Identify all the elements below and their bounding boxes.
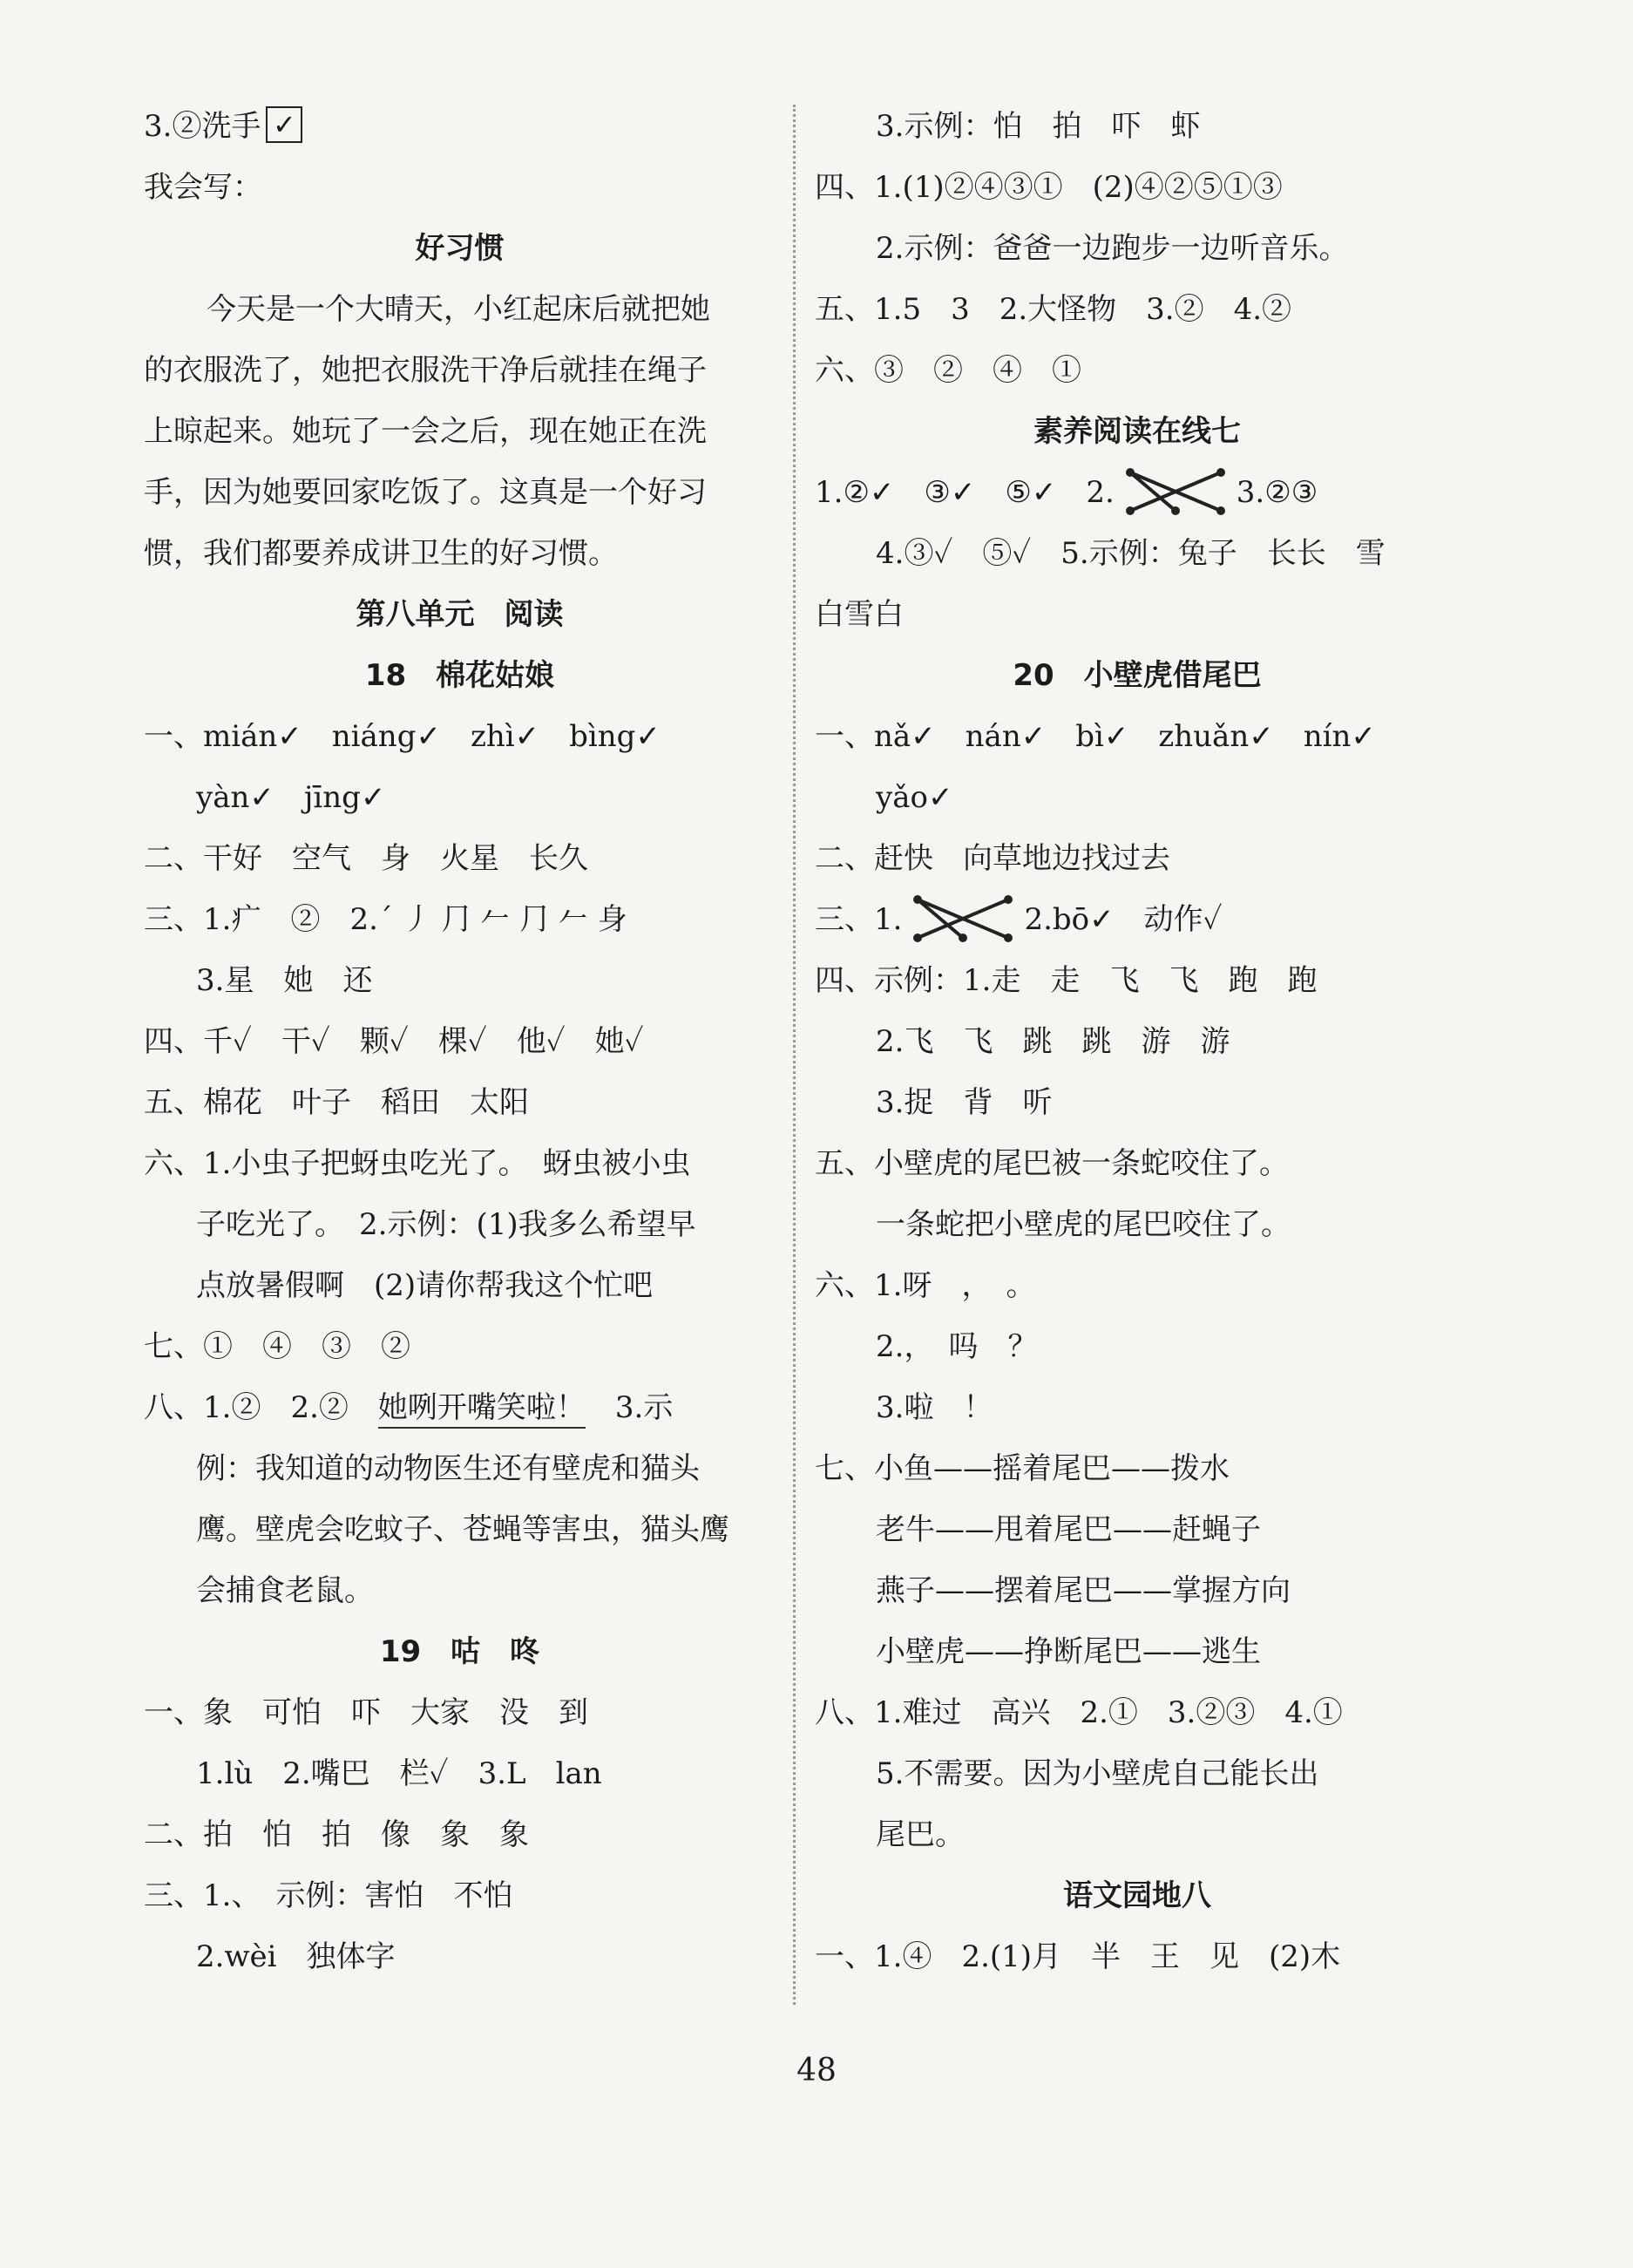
section-heading [815, 645, 1460, 706]
line-text: 三、1.疒 ② 2.´ 丿 ⺆ 𠂉 ⺆ 𠂉 身 [144, 902, 627, 937]
section-heading [815, 401, 1460, 462]
line-text: 2.示例：爸爸一边跑步一边听音乐。 [876, 231, 1349, 266]
line-text: 2.飞 飞 跳 跳 游 游 [876, 1024, 1230, 1059]
matching-lines-icon [911, 893, 1015, 945]
text-line [815, 767, 1460, 828]
line-text: 四、千✓ 干✓ 颗✓ 棵✓ 他✓ 她✓ [144, 1024, 644, 1059]
text-line [144, 1438, 776, 1499]
matching-lines-icon [1123, 465, 1228, 518]
line-text: 3.星 她 还 [196, 963, 373, 998]
text-line [815, 1194, 1460, 1255]
line-text: 19 咕 咚 [379, 1634, 540, 1669]
line-text: 五、棉花 叶子 稻田 太阳 [144, 1085, 529, 1120]
text-line [815, 828, 1460, 889]
checked-box-icon: ✓ [266, 106, 302, 143]
line-text: 的衣服洗了，她把衣服洗干净后就挂在绳子 [144, 353, 707, 388]
line-text: 一、mián✓ niáng✓ zhì✓ bìng✓ [144, 719, 661, 754]
line-text: 一条蛇把小壁虎的尾巴咬住了。 [876, 1207, 1291, 1242]
text-line [144, 950, 776, 1011]
line-text: 素养阅读在线七 [1033, 414, 1241, 449]
text-line [815, 1743, 1460, 1804]
line-text: 语文园地八 [1063, 1878, 1211, 1913]
text-line [144, 828, 776, 889]
line-text: 1.lù 2.嘴巴 栏✓ 3.L lan [196, 1756, 602, 1791]
text-line [815, 1621, 1460, 1682]
line-text: 五、小壁虎的尾巴被一条蛇咬住了。 [815, 1146, 1289, 1181]
text-line [815, 1499, 1460, 1560]
text-line [815, 279, 1460, 340]
line-text: 三、1.、 示例：害怕 不怕 [144, 1878, 513, 1913]
text-line [144, 462, 776, 523]
section-heading [144, 584, 776, 645]
line-text: 一、nǎ✓ nán✓ bì✓ zhuǎn✓ nín✓ [815, 719, 1376, 754]
line-text: 八、1.② 2.② [144, 1390, 378, 1425]
text-line [815, 1133, 1460, 1194]
line-text: 上晾起来。她玩了一会之后，现在她正在洗 [144, 414, 707, 449]
text-line [815, 889, 1460, 950]
line-text: 会捕食老鼠。 [196, 1573, 374, 1608]
line-text: 七、① ④ ③ ② [144, 1329, 410, 1364]
line-text: 二、赶快 向草地边找过去 [815, 841, 1170, 876]
text-line [144, 1804, 776, 1865]
line-text: 今天是一个大晴天，小红起床后就把她 [207, 292, 710, 327]
line-text: 我会写： [144, 170, 262, 205]
text-line [144, 1560, 776, 1621]
line-text: 燕子——摆着尾巴——掌握方向 [876, 1573, 1291, 1608]
line-text: 3.捉 背 听 [876, 1085, 1053, 1120]
line-text: 3.②洗手 [144, 109, 261, 144]
text-line [144, 1011, 776, 1072]
line-text: 八、1.难过 高兴 2.① 3.②③ 4.① [815, 1695, 1343, 1730]
line-text-cont: 2.bō✓ 动作✓ [1024, 902, 1223, 937]
line-text: 2.， 吗 ？ [876, 1329, 1038, 1364]
text-line [815, 462, 1460, 523]
text-line [144, 1377, 776, 1438]
text-line [144, 767, 776, 828]
text-line [815, 1316, 1460, 1377]
text-line [815, 1926, 1460, 1987]
text-line [815, 1682, 1460, 1743]
line-text-cont: 3.示 [585, 1390, 674, 1425]
line-text: 五、1.5 3 2.大怪物 3.② 4.② [815, 292, 1292, 327]
line-text: 第八单元 阅读 [356, 597, 564, 632]
text-line [144, 96, 776, 157]
line-text: 好习惯 [415, 231, 505, 266]
line-text: 三、1. [815, 902, 903, 937]
text-line [815, 706, 1460, 767]
line-text: 1.②✓ ③✓ ⑤✓ 2. [815, 475, 1115, 510]
text-line [815, 157, 1460, 218]
column-divider [793, 105, 796, 2005]
text-line [144, 340, 776, 401]
text-line [815, 1011, 1460, 1072]
line-text: 子吃光了。 2.示例：(1)我多么希望早 [196, 1207, 696, 1242]
text-line [815, 1377, 1460, 1438]
line-text: 点放暑假啊 (2)请你帮我这个忙吧 [196, 1268, 654, 1303]
page-number: 48 [796, 2053, 837, 2088]
line-text: 3.啦 ！ [876, 1390, 993, 1425]
text-line [144, 279, 776, 340]
text-line [144, 1499, 776, 1560]
line-text: 一、象 可怕 吓 大家 没 到 [144, 1695, 588, 1730]
text-line [144, 1133, 776, 1194]
text-line [815, 96, 1460, 157]
line-text: 18 棉花姑娘 [364, 658, 555, 693]
line-text-cont: 3.②③ [1236, 475, 1318, 510]
text-line [815, 340, 1460, 401]
text-line [815, 584, 1460, 645]
line-text: 四、示例：1.走 走 飞 飞 跑 跑 [815, 963, 1318, 998]
line-text: 20 小壁虎借尾巴 [1013, 658, 1262, 693]
text-line [144, 1926, 776, 1987]
text-line [144, 1743, 776, 1804]
line-text: 小壁虎——挣断尾巴——逃生 [876, 1634, 1261, 1669]
line-text: 白雪白 [815, 597, 904, 632]
line-text: 5.不需要。因为小壁虎自己能长出 [876, 1756, 1319, 1791]
text-line [144, 1316, 776, 1377]
text-line [815, 950, 1460, 1011]
line-text: 手，因为她要回家吃饭了。这真是一个好习 [144, 475, 707, 510]
section-heading [144, 1621, 776, 1682]
text-line [815, 218, 1460, 279]
text-line [144, 1194, 776, 1255]
line-text: yàn✓ jīng✓ [196, 780, 386, 815]
text-line [815, 1804, 1460, 1865]
text-line [815, 1560, 1460, 1621]
text-line [144, 401, 776, 462]
text-line [144, 706, 776, 767]
text-line [144, 1255, 776, 1316]
text-line [815, 1438, 1460, 1499]
line-text: 例：我知道的动物医生还有壁虎和猫头 [196, 1451, 700, 1486]
left-column [144, 96, 776, 1987]
line-text: 鹰。壁虎会吃蚊子、苍蝇等害虫，猫头鹰 [196, 1512, 729, 1547]
line-text: 六、1.呀 ， 。 [815, 1268, 1036, 1303]
line-text: 4.③✓ ⑤✓ 5.示例：兔子 长长 雪 [876, 536, 1386, 571]
line-text: 3.示例：怕 拍 吓 虾 [876, 109, 1201, 144]
line-text: yǎo✓ [876, 780, 953, 815]
section-heading [144, 645, 776, 706]
line-text: 七、小鱼——摇着尾巴——拨水 [815, 1451, 1230, 1486]
text-line [815, 1072, 1460, 1133]
text-line [815, 523, 1460, 584]
line-text: 二、干好 空气 身 火星 长久 [144, 841, 588, 876]
line-text: 二、拍 怕 拍 像 象 象 [144, 1817, 529, 1852]
line-text: 2.wèi 独体字 [196, 1939, 396, 1974]
text-line [144, 157, 776, 218]
line-text: 四、1.(1)②④③① (2)④②⑤①③ [815, 170, 1283, 205]
section-heading [815, 1865, 1460, 1926]
line-text: 六、1.小虫子把蚜虫吃光了。 蚜虫被小虫 [144, 1146, 691, 1181]
section-heading [144, 218, 776, 279]
line-text: 一、1.④ 2.(1)月 半 王 见 (2)木 [815, 1939, 1341, 1974]
text-line [144, 523, 776, 584]
line-text: 尾巴。 [876, 1817, 965, 1852]
line-text: 老牛——甩着尾巴——赶蝇子 [876, 1512, 1261, 1547]
line-text: 六、③ ② ④ ① [815, 353, 1081, 388]
text-line [815, 1255, 1460, 1316]
text-line [144, 889, 776, 950]
text-line [144, 1072, 776, 1133]
right-column [815, 96, 1460, 1987]
underlined-answer: 她咧开嘴笑啦！ [378, 1390, 586, 1429]
text-line [144, 1682, 776, 1743]
text-line [144, 1865, 776, 1926]
line-text: 惯，我们都要养成讲卫生的好习惯。 [144, 536, 618, 571]
